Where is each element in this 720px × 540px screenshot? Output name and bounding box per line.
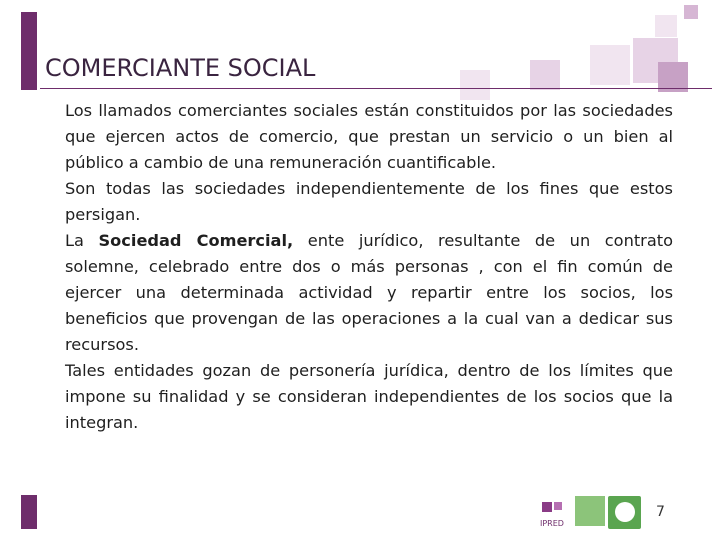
page-title: COMERCIANTE SOCIAL (45, 54, 316, 82)
institution-logo-mark (615, 502, 635, 522)
partner-logo (575, 496, 605, 526)
decor-square (460, 70, 490, 100)
title-divider (40, 88, 712, 89)
decor-square (590, 45, 630, 85)
paragraph-text: Los llamados comerciantes sociales están constituidos por las sociedades que ejercen actos de comercio, que prestan un servicio o un bien al público a cambio de una remuneración cuantificable. (65, 101, 673, 172)
decor-square (530, 60, 560, 90)
decor-square (684, 5, 698, 19)
slide-body (65, 98, 673, 436)
decor-square (655, 15, 677, 37)
page-number: 7 (656, 504, 665, 520)
logo-text: IPRED (540, 519, 564, 528)
paragraph-bold-term: Sociedad Comercial, (98, 231, 294, 250)
paragraph (65, 228, 673, 358)
paragraph (65, 358, 673, 436)
paragraph-text: Tales entidades gozan de personería jurídica, dentro de los límites que impone su finalidad y se consideran independientes de los socios que la integran. (65, 361, 673, 432)
accent-bar-bottom (21, 495, 37, 529)
paragraph-text: ente jurídico, resultante de un contrato solemne, celebrado entre dos o más personas , con el fin común de ejercer una determinada actividad y repartir entre los socios, los beneficios que provengan de las operaciones a la cual van a dedicar sus recursos. (65, 231, 674, 354)
ipred-logo (540, 500, 568, 528)
paragraph-text: Son todas las sociedades independientemente de los fines que estos persigan. (65, 179, 673, 224)
paragraph (65, 98, 673, 176)
accent-bar-top (21, 12, 37, 90)
paragraph-lead: La (65, 231, 99, 250)
paragraph (65, 176, 673, 228)
